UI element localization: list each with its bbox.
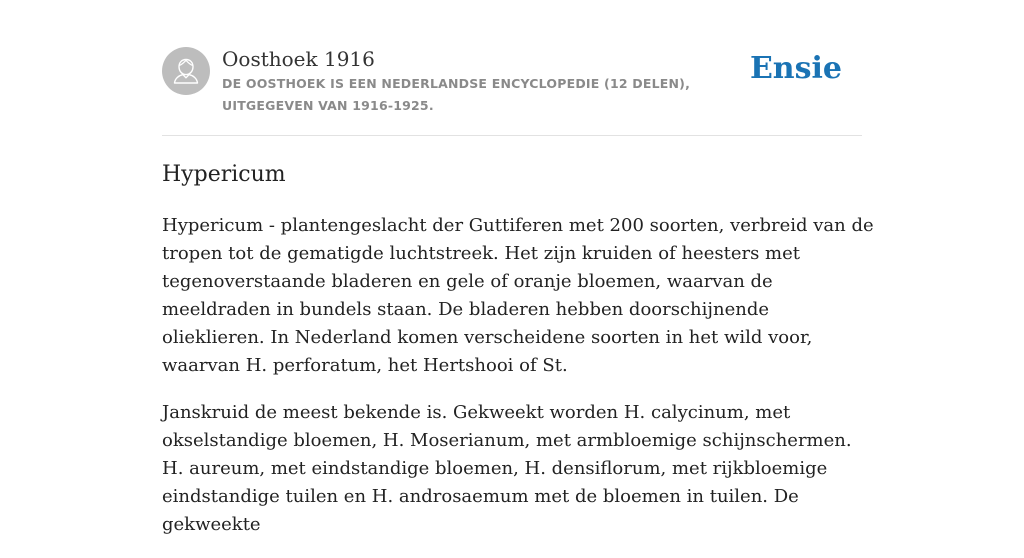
header-divider [162,135,862,136]
source-header [162,47,862,117]
article-title: Hypericum [162,162,286,187]
person-outline-icon [162,47,210,95]
article-paragraph: Janskruid de meest bekende is. Gekweekt worden H. calycinum, met okselstandige bloemen, H. Moserianum, met armbloemige schijnschermen. H. aureum, met eindstandige bloemen, H. densiflorum, met rijkbloemige eindstandige tuilen en H. androsaemum met de bloemen in tuilen. De gekweekte [162,402,852,535]
article-paragraph: Hypericum - plantengeslacht der Guttiferen met 200 soorten, verbreid van de tropen tot de gematigde luchtstreek. Het zijn kruiden of heesters met tegenoverstaande bladeren en gele of oranje bloemen, waarvan de meeldraden in bundels staan. De bladeren hebben doorschijnende olieklieren. In Nederland komen verscheidene soorten in het wild voor, waarvan H. perforatum, het Hertshooi of St. [162,215,874,376]
ensie-logo[interactable]: Ensie [749,51,842,86]
article-body [162,212,874,558]
source-title[interactable]: Oosthoek 1916 [222,47,375,71]
user-avatar-icon[interactable] [162,47,210,95]
source-description: DE OOSTHOEK IS EEN NEDERLANDSE ENCYCLOPEDIE (12 DELEN), UITGEGEVEN VAN 1916-1925. [222,76,691,113]
